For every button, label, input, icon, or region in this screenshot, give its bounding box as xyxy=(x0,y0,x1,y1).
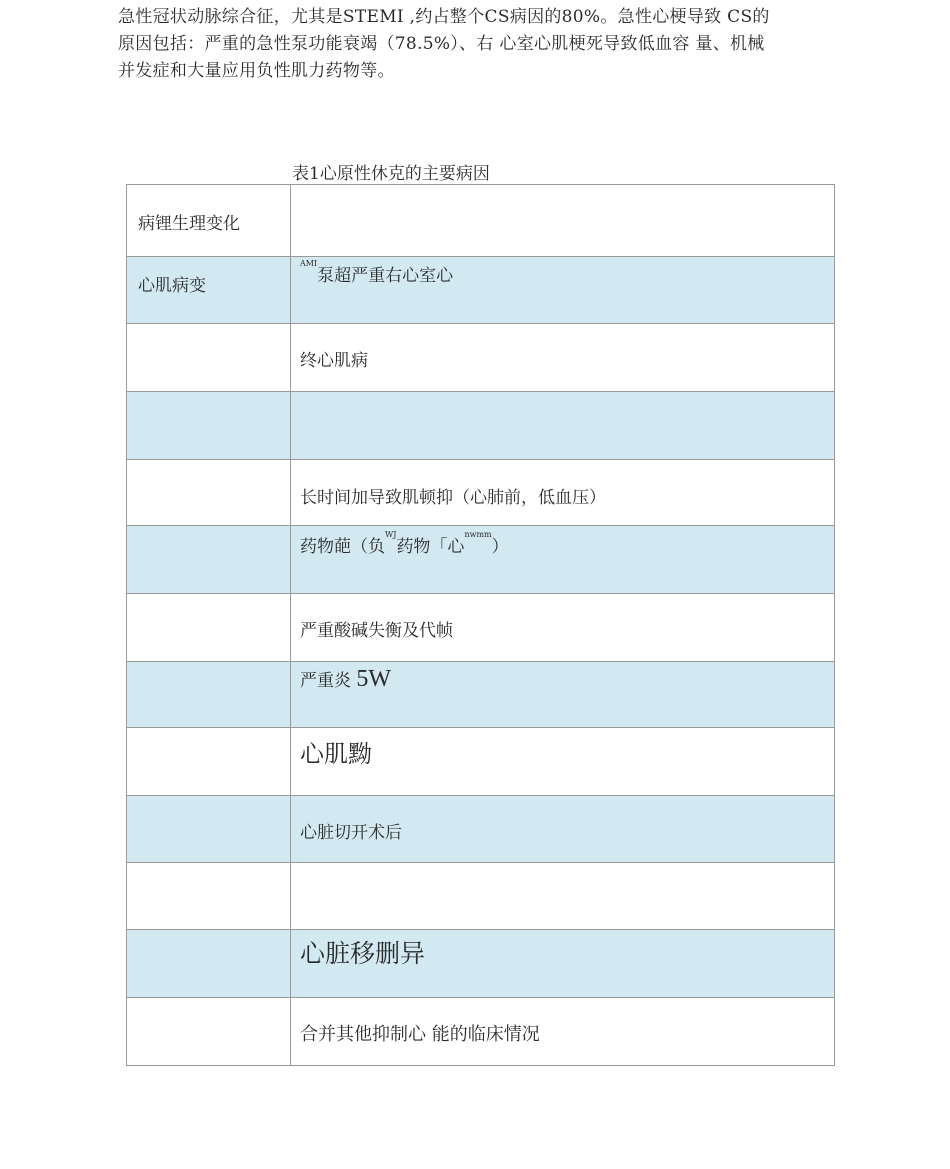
row-cause: 终心肌病 xyxy=(300,351,368,371)
row-cause xyxy=(291,257,834,286)
row-category: 心肌病变 xyxy=(138,276,206,296)
table-row xyxy=(127,392,835,460)
table-cell xyxy=(291,257,835,324)
table-row xyxy=(127,998,835,1066)
table-cell xyxy=(291,185,835,257)
table-row xyxy=(127,796,835,863)
etiology-table xyxy=(126,184,835,1066)
row-cause: 长时间加导致肌顿抑（心肺前，低血压） xyxy=(300,488,606,508)
table-row xyxy=(127,930,835,998)
superscript-note: AMI xyxy=(300,259,318,268)
row-cause: 合并其他抑制心 能的临床情况 xyxy=(300,1024,540,1045)
table-cell xyxy=(127,324,291,392)
row-cause: 心脏切开术后 xyxy=(300,823,402,843)
table-row xyxy=(127,324,835,392)
superscript-note: WJ xyxy=(385,530,397,539)
table-cell xyxy=(291,460,835,526)
table-cell xyxy=(127,526,291,594)
row-cause-text: 严重炎 xyxy=(300,671,351,691)
row-cause xyxy=(291,662,834,693)
table-cell xyxy=(291,728,835,796)
paragraph-line: 急性冠状动脉综合征，尤其是STEMI ,约占整个CS病因的80%。急性心梗导致 CS的 xyxy=(118,7,770,27)
table-row xyxy=(127,594,835,662)
paragraph-line: 原因包括：严重的急性泵功能衰竭（78.5%）、右 心室心肌梗死导致低血容 量、机械 xyxy=(118,34,765,54)
table-cell xyxy=(127,185,291,257)
table-cell xyxy=(291,324,835,392)
table-cell xyxy=(127,392,291,460)
table-row xyxy=(127,460,835,526)
table-row xyxy=(127,526,835,594)
table-cell xyxy=(291,930,835,998)
table-cell xyxy=(127,460,291,526)
table-header-row xyxy=(127,185,835,257)
table-cell xyxy=(127,796,291,863)
table-cell xyxy=(291,526,835,594)
table-cell xyxy=(291,392,835,460)
table-cell xyxy=(127,662,291,728)
table-row xyxy=(127,257,835,324)
table-cell xyxy=(291,796,835,863)
table-cell xyxy=(291,998,835,1066)
table-cell xyxy=(291,594,835,662)
row-cause-text: ） xyxy=(491,537,509,557)
table-row xyxy=(127,662,835,728)
table-cell xyxy=(127,728,291,796)
table-cell xyxy=(127,998,291,1066)
table-row xyxy=(127,728,835,796)
paragraph-line: 并发症和大量应用负性肌力药物等。 xyxy=(118,61,395,81)
row-cause: 心脏移删异 xyxy=(300,939,426,968)
row-cause xyxy=(291,526,834,557)
table-cell xyxy=(127,930,291,998)
table-cell xyxy=(127,863,291,930)
header-label: 病锂生理变化 xyxy=(138,214,240,234)
table-cell xyxy=(291,662,835,728)
table-caption: 表1心原性休克的主要病因 xyxy=(292,164,490,184)
table-cell xyxy=(291,863,835,930)
row-cause-text: 泵超严重右心室心 xyxy=(317,266,454,286)
row-cause: 心肌黝 xyxy=(300,740,372,768)
table-cell xyxy=(127,257,291,324)
row-cause: 严重酸碱失衡及代帧 xyxy=(300,621,453,641)
superscript-note: nwmm xyxy=(464,530,492,539)
row-cause-text: 5W xyxy=(356,666,392,692)
row-cause-text: 药物「心 xyxy=(396,537,465,557)
row-cause-text: 药物葩（负 xyxy=(300,537,385,557)
table-cell xyxy=(127,594,291,662)
body-paragraph xyxy=(118,4,848,85)
table-row xyxy=(127,863,835,930)
